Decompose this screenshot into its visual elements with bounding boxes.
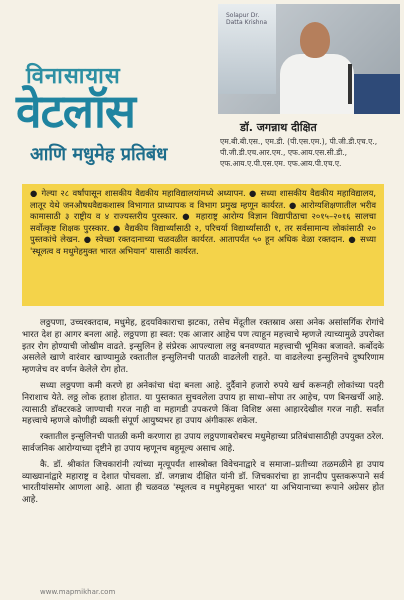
paragraph: लठ्ठपणा, उच्चरक्तदाब, मधुमेह, हृदयविकाराचा झटका, तसेच मेंदूतील रक्तस्राव असा अनेक असांसर्गिक रोगांचे भारत देश हा आगर बनला आहे. लठ्ठपणा हा स्वत: एक आजार आहेच पण त्याहून महत्त्वाचे म्हणजे त्याच्यामुळे उपरोक्त इतर रोग होण्याची जोखीम वाढते. इन्सुलिन हे संप्रेरक आपल्याला लठ्ठ बनवण्यात महत्त्वाची भूमिका बजावते. कर्बोदके असलेले खाणे वारंवार खाण्यामुळे रक्तातील इन्सुलिनची पातळी वाढलेली राहते. या वाढलेल्या इन्सुलिनचे दुष्परिणाम म्हणजेच वर वर्णन केलेले रोग होत. bbox=[22, 318, 384, 376]
title-line-1: विनासायास bbox=[26, 63, 121, 89]
photo-background-text: Solapur Dr. Datta Krishna bbox=[226, 12, 268, 26]
book-title: वेटलॉस bbox=[16, 84, 135, 138]
highlights-text: ● गेल्या २८ वर्षांपासून शासकीय वैद्यकीय महाविद्यालयांमध्ये अध्यापन. ● सध्या शासकीय वैद्यकीय महाविद्यालय, लातूर येथे जनऔषधवैद्यकशास्त्र विभागात प्राध्यापक व विभाग प्रमुख म्हणून कार्यरत. ● आरोग्यशिक्षणातील भरीव कामासाठी ३ राष्ट्रीय व ४ राज्यस्तरीय पुरस्कार. ● महाराष्ट्र आरोग्य विज्ञान विद्यापीठाचा २०१५–२०१६ सालचा सर्वोत्कृष्ट शिक्षक पुरस्कार. ● वैद्यकीय विद्यार्थ्यांसाठी २, परिचर्या विद्यार्थ्यांसाठी १, तर सर्वसामान्य लोकांसाठी २० पुस्तकांचे लेखन. ● स्वेच्छा रक्तदानाच्या चळवळीत कार्यरत. आतापर्यंत ५० हून अधिक वेळा रक्तदान. ● सध्या 'स्थूलत्व व मधुमेहमुक्त भारत अभियान' यासाठी कार्यरत. bbox=[30, 188, 376, 256]
author-qualifications: एम.बी.बी.एस., एम.डी. (पी.एस.एम.), पी.जी.डी.एच.ए., पी.जी.डी.एच.आर.एम., एफ.आय.एस.सी.डी., एफ.आय.ए.पी.एस.एम. एफ.आय.पी.एच.ए. bbox=[220, 137, 378, 168]
highlights-box bbox=[22, 184, 384, 306]
paragraph: सध्या लठ्ठपणा कमी करणे हा अनेकांचा धंदा बनला आहे. दुर्दैवाने हजारो रुपये खर्च करूनही लोकांच्या पदरी निराशाच येते. लठ्ठ लोक हताश होतात. या पुस्तकात सुचवलेला उपाय हा साधा–सोपा तर आहेच, पण बिनखर्ची आहे. त्यासाठी डॉक्टरकडे जाण्याची गरज नाही वा महागडी उपकरणे किंवा विशिष्ट असा आहारदेखील गरज नाही. सर्वांत महत्त्वाचे म्हणजे कोणीही व्यक्ती संपूर्ण आयुष्यभर हा उपाय अंगीकारू शकेल. bbox=[22, 380, 384, 427]
paragraph: रक्तातील इन्सुलिनची पातळी कमी करणारा हा उपाय लठ्ठपणाबरोबरच मधुमेहाच्या प्रतिबंधासाठीही उपयुक्त ठरेल. सार्वजनिक आरोग्याच्या दृष्टीने हा उपाय म्हणूनच बहुमूल्य असाच आहे. bbox=[22, 432, 384, 454]
author-name: डॉ. जगन्नाथ दीक्षित bbox=[240, 121, 317, 134]
author-photo bbox=[218, 4, 400, 114]
paragraph: कै. डॉ. श्रीकांत जिचकारांनी त्यांच्या मृत्यूपर्यंत शास्त्रोक्त विवेचनाद्वारे व समाजा–प्रतीच्या तळमळीने हा उपाय व्याख्यानांद्वारे महाराष्ट्र व देशात पोचवला. डॉ. जगन्नाथ दीक्षित यांनी डॉ. जिचकारांचा हा ज्ञानदीप पुस्तकरूपाने सर्व भारतीयांसमोर आणला आहे. आता ही चळवळ 'स्थूलत्व व मधुमेहमुक्त भारत' या अभियानाच्या रूपाने अग्रेसर होत आहे. bbox=[22, 459, 384, 506]
footer-watermark: www.mapmikhar.com bbox=[40, 588, 116, 596]
microphone-icon bbox=[348, 64, 352, 104]
description-body bbox=[22, 318, 384, 511]
podium bbox=[354, 74, 400, 114]
speaker-body bbox=[280, 54, 354, 114]
speaker-head bbox=[300, 22, 330, 58]
book-subtitle: आणि मधुमेह प्रतिबंध bbox=[30, 144, 168, 165]
